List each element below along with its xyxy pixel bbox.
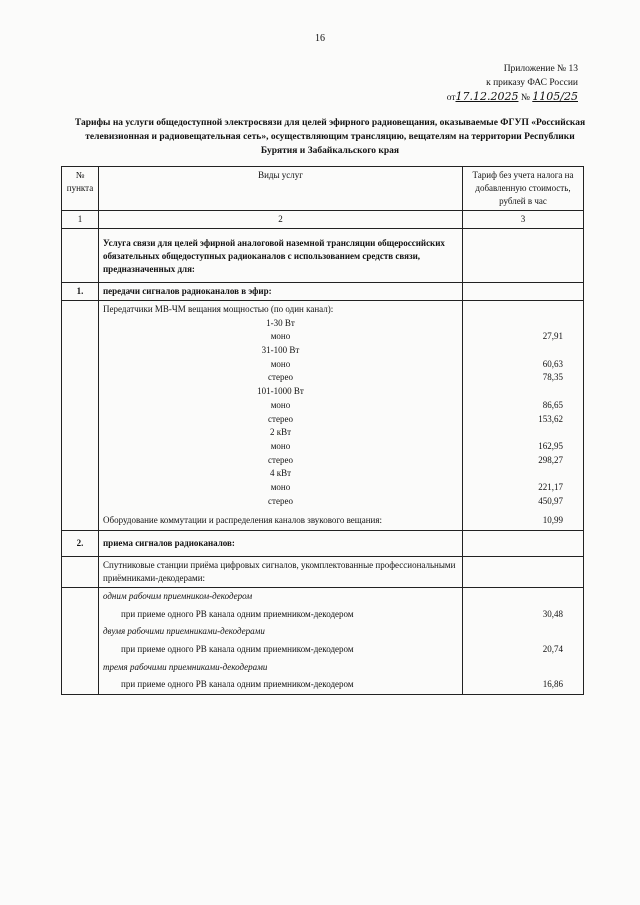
tariff-3-mono: 86,65 [542,399,563,410]
section1-transmitters [62,301,584,531]
annex-date-line [358,90,578,105]
annex-num-prefix: № [520,93,530,103]
tariff-1-mono: 27,91 [542,331,563,342]
annex-line1: Приложение № 13 [503,64,578,74]
s2-desc-empty-tariff [463,557,584,588]
mode-2-stereo: стерео [268,372,293,383]
transmitter-list [99,301,463,531]
annex-number: 1105/25 [532,90,578,103]
annex-date-prefix: от [446,93,456,103]
mode-5-stereo: стерео [268,495,293,506]
tariff-2-stereo: 78,35 [542,372,563,383]
intro-row [62,229,584,283]
mode-2-mono: моно [270,358,291,369]
group-1-label: одним рабочим приемником-декодером [103,591,253,601]
annex-header [358,62,578,105]
tariff-group-3: 16,86 [542,679,563,690]
mode-1-mono: моно [270,331,291,342]
tariff-3-stereo: 153,62 [538,413,563,424]
tariff-5-stereo: 450,97 [538,495,563,506]
tariff-5-mono: 221,17 [538,481,563,492]
section1-number: 1. [62,283,99,301]
mode-4-stereo: стерео [268,454,293,465]
intro-empty-tariff [463,229,584,283]
s2-desc-empty [62,557,99,588]
power-3: 101-1000 Вт [257,386,304,397]
section2-desc: Спутниковые станции приёма цифровых сигналов, укомплектованные профессиональными приёмниками-декодерами: [99,557,463,588]
transmitter-desc: Передатчики МВ-ЧМ вещания мощностью (по один канал): [103,304,334,314]
intro-text: Услуга связи для целей эфирной аналоговой наземной трансляции общероссийских обязательных общедоступных радиоканалов с использованием средств связи, предназначенных для: [99,229,463,283]
group-3-row: при приеме одного РВ канала одним приемником-декодером [121,679,354,690]
intro-empty [62,229,99,283]
col-num-3: 3 [463,211,584,229]
section2-number: 2. [62,531,99,557]
s1-empty [62,301,99,531]
section2-header [62,531,584,557]
transmitter-tariffs [463,301,584,531]
mode-5-mono: моно [270,481,291,492]
receiver-tariffs [463,588,584,695]
mode-3-mono: моно [270,399,291,410]
header-tariff: Тариф без учета налога на добавленную стоимость, рублей в час [463,167,584,211]
section1-header [62,283,584,301]
page-number: 16 [315,33,325,44]
group-3-label: тремя рабочими приемниками-декодерами [103,661,268,672]
section2-empty [463,531,584,557]
section2-receivers [62,588,584,695]
column-number-row [62,211,584,229]
s2-empty [62,588,99,695]
header-number: № пункта [62,167,99,211]
col-num-1: 1 [62,211,99,229]
power-5: 4 кВт [269,468,292,479]
col-num-2: 2 [99,211,463,229]
section2-title: приема сигналов радиоканалов: [99,531,463,557]
tariff-group-2: 20,74 [542,644,563,655]
tariff-2-mono: 60,63 [542,358,563,369]
annex-date: 17.12.2025 [455,90,519,103]
section2-desc-row [62,557,584,588]
mode-3-stereo: стерео [268,413,293,424]
tariff-table [61,166,584,695]
section1-empty [463,283,584,301]
power-4: 2 кВт [269,427,292,438]
tariff-4-mono: 162,95 [538,440,563,451]
annex-line2: к приказу ФАС России [486,78,578,88]
power-1: 1-30 Вт [266,317,295,328]
document-title: Тарифы на услуги общедоступной электросвязи для целей эфирного радиовещания, оказываемые ФГУП «Российская телевизионная и радиовещательная сеть», осуществляющим трансляцию, вещателям на территории Республики Бурятия и Забайкальского края [74,118,586,156]
tariff-4-stereo: 298,27 [538,454,563,465]
equipment-label: Оборудование коммутации и распределения каналов звукового вещания: [103,515,382,526]
group-2-label: двумя рабочими приемниками-декодерами [103,626,265,637]
table-header-row [62,167,584,211]
tariff-equipment: 10,99 [542,515,563,526]
header-services: Виды услуг [99,167,463,211]
group-2-row: при приеме одного РВ канала одним приемником-декодером [121,644,354,655]
section1-title: передачи сигналов радиоканалов в эфир: [99,283,463,301]
power-2: 31-100 Вт [261,345,300,356]
receiver-list [99,588,463,695]
tariff-group-1: 30,48 [542,608,563,619]
group-1-row: при приеме одного РВ канала одним приемником-декодером [121,608,354,619]
mode-4-mono: моно [270,440,291,451]
